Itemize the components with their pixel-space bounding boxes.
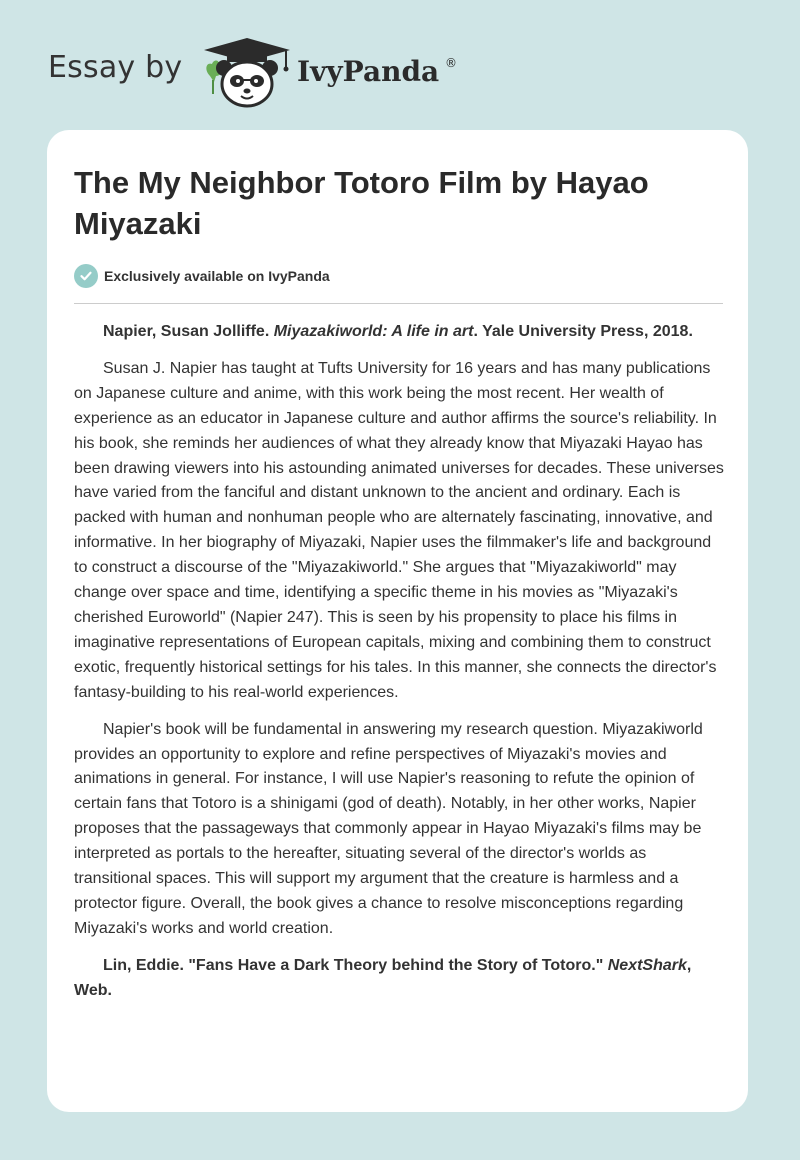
panda-graduation-cap-icon[interactable] xyxy=(200,36,294,110)
exclusive-badge xyxy=(74,264,330,288)
reference-publisher: . Yale University Press, 2018. xyxy=(473,323,693,340)
registered-mark: ® xyxy=(445,56,457,70)
check-icon xyxy=(74,264,98,288)
reference-authors: Lin, Eddie. "Fans Have a Dark Theory behind the Story of Totoro." xyxy=(103,956,608,974)
site-header xyxy=(0,0,800,130)
divider xyxy=(74,303,723,304)
essay-title: The My Neighbor Totoro Film by Hayao Miyazaki xyxy=(74,165,649,241)
essay-body xyxy=(74,320,724,1016)
reference-authors: Napier, Susan Jolliffe. xyxy=(103,323,274,340)
reference-source: NextShark xyxy=(607,956,687,974)
badge-label: Exclusively available on IvyPanda xyxy=(104,268,330,284)
reference-suffix: , Web. xyxy=(74,956,692,999)
essay-by-label: Essay by xyxy=(48,50,183,85)
reference-book-title: Miyazakiworld: A life in art xyxy=(273,323,474,340)
brand-name[interactable]: IvyPanda xyxy=(297,55,440,88)
essay-card xyxy=(47,130,748,1112)
reference-lin xyxy=(74,954,724,1004)
reference-napier xyxy=(74,320,724,345)
paragraph: Napier's book will be fundamental in answering my research question. Miyazakiworld provides an opportunity to explore and refine perspectives of Miyazaki's movies and animations in general. For instance, I will use Napier's reasoning to refute the opinion of certain fans that Totoro is a shinigami (god of death). Notably, in her other works, Napier proposes that the passageways that commonly appear in Hayao Miyazaki's films may be interpreted as portals to the hereafter, situating several of the director's worlds as transitional spaces. This will support my argument that the creature is harmless and a protector figure. Overall, the book gives a chance to resolve misconceptions regarding Miyazaki's works and world creation. xyxy=(74,720,703,937)
paragraph: Susan J. Napier has taught at Tufts University for 16 years and has many publications on Japanese culture and anime, with this work being the most recent. Her wealth of experience as an educator in Japanese culture and author affirms the source's reliability. In his book, she reminds her audiences of what they already know that Miyazaki Hayao has been drawing viewers into his astounding animated universes for decades. These universes have varied from the fanciful and distant unknown to the ancient and ordinary. Each is packed with human and nonhuman people who are alternately fascinating, innovative, and informative. In her biography of Miyazaki, Napier uses the filmmaker's life and background to construct a discourse of the "Miyazakiworld." She argues that "Miyazakiworld" may change over space and time, identifying a specific theme in his movies as "Miyazaki's cherished Euroworld" (Napier 247). This is seen by his propensity to place his films in imaginative representations of European capitals, mixing and combining them to construct exotic, frequently historical settings for his tales. In this manner, she connects the director's fantasy-building to his real-world experiences. xyxy=(74,359,724,701)
